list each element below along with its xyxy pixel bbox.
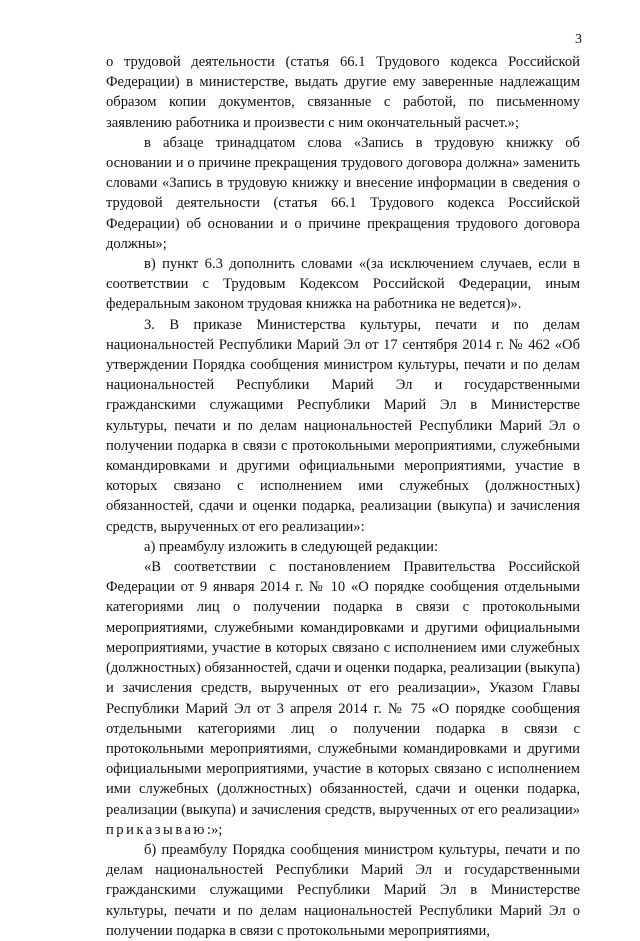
preamble-tail: :»;	[206, 821, 223, 838]
document-body	[106, 52, 580, 941]
paragraph-abzac-13: в абзаце тринадцатом слова «Запись в трудовую книжку об основании и о причине прекращения трудового договора должна» заменить словами «Запись в трудовую книжку и внесение информации в сведения о трудовой деятельности (статья 66.1 Трудового кодекса Российской Федерации) об основании и о причине прекращения трудового договора должны»;	[106, 134, 580, 252]
page-number: 3	[575, 32, 582, 47]
preamble-body: «В соответствии с постановлением Правительства Российской Федерации от 9 января 2014 г. № 10 «О порядке сообщения отдельными категориями лиц о получении подарка в связи с протокольными мероприятиями, служебными командировками и другими официальными мероприятиями, участие в которых связано с исполнением ими служебных (должностных) обязанностей, сдачи и оценки подарка, реализации (выкупа) и зачисления средств, вырученных от его реализации», Указом Главы Республики Марий Эл от 3 апреля 2014 г. № 75 «О порядке сообщения отдельными категориями лиц о получении подарка в связи с протокольными мероприятиями, служебными командировками и другими официальными мероприятиями, участие в которых связано с исполнением ими служебных (должностных) обязанностей, сдачи и оценки подарка, реализации (выкупа) и зачисления средств, вырученных от его реализации»	[106, 559, 580, 818]
paragraph-item-v: в) пункт 6.3 дополнить словами «(за исключением случаев, если в соответствии с Трудовым Кодексом Российской Федерации, иным федеральным законом трудовая книжка на работника не ведется)».	[106, 256, 580, 313]
spaced-word: приказываю	[106, 821, 207, 838]
paragraph-item-a: а) преамбулу изложить в следующей редакции:	[144, 538, 439, 555]
paragraph-preamble-text	[106, 557, 580, 840]
paragraph-item-3: 3. В приказе Министерства культуры, печати и по делам национальностей Республики Марий Эл от 17 сентября 2014 г. № 462 «Об утверждении Порядка сообщения министром культуры, печати и по делам национальностей Республики Марий Эл и государственными гражданскими служащими Республики Марий Эл в Министерстве культуры, печати и по делам национальностей Республики Марий Эл о получении подарка в связи с протокольными мероприятиями, служебными командировками и другими официальными мероприятиями, участие в которых связано с исполнением ими служебных (должностных) обязанностей, сдачи и оценки подарка, реализации (выкупа) и зачисления средств, вырученных от его реализации»:	[106, 316, 580, 535]
paragraph-item-b: б) преамбулу Порядка сообщения министром культуры, печати и по делам национальностей Республики Марий Эл и государственными гражданскими служащими Республики Марий Эл в Министерстве культуры, печати и по делам национальностей Республики Марий Эл о получении подарка в связи с протокольными мероприятиями,	[106, 841, 580, 939]
paragraph-continuation: о трудовой деятельности (статья 66.1 Трудового кодекса Российской Федерации) в министерстве, выдать другие ему заверенные надлежащим образом копии документов, связанные с работой, по письменному заявлению работника и произвести с ним окончательный расчет.»;	[106, 54, 580, 131]
